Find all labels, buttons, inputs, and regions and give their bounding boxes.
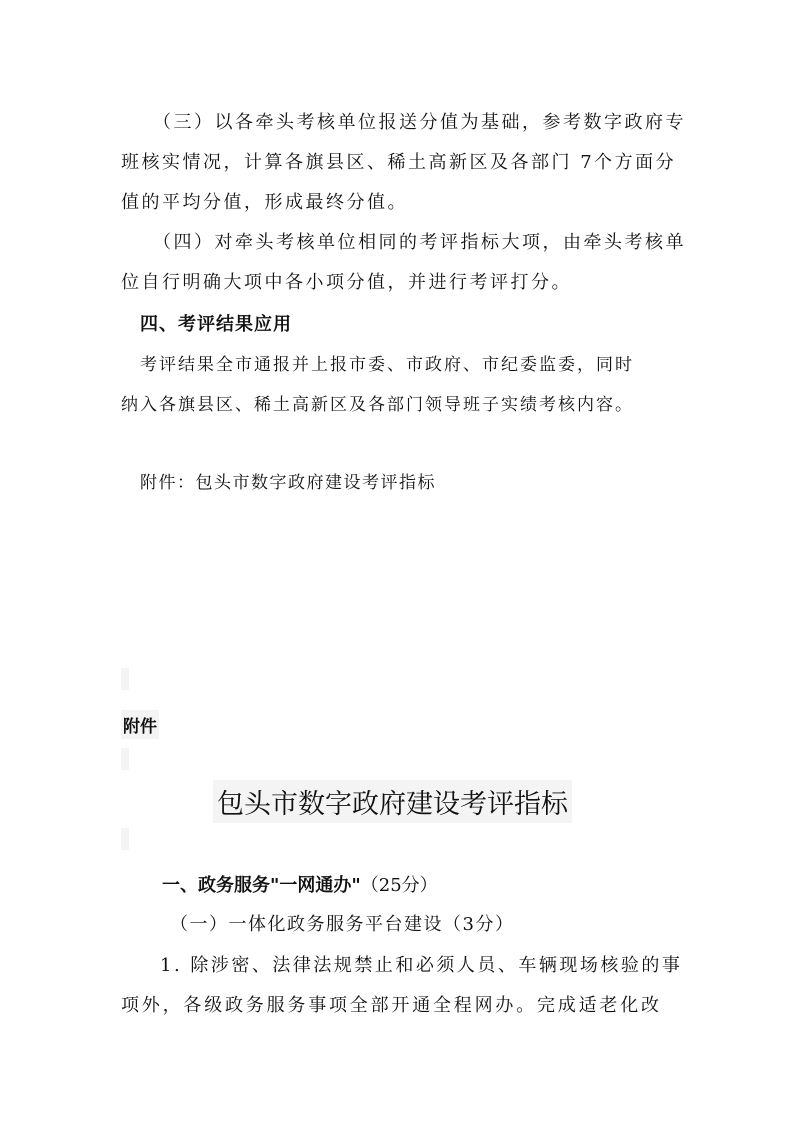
attachment-reference: 附件：包头市数字政府建设考评指标	[140, 473, 436, 493]
appendix-title: 包头市数字政府建设考评指标	[213, 780, 572, 823]
section-4-heading: 四、考评结果应用	[140, 314, 292, 335]
subsection-1-heading: （一）一体化政务服务平台建设（3分）	[170, 914, 515, 935]
paragraph-3-line-2: 班核实情况，计算各旗县区、稀土高新区及各部门 7个方面分	[121, 152, 677, 173]
paragraph-4-line-1: （四）对牵头考核单位相同的考评指标大项，由牵头考核单	[153, 232, 686, 253]
result-line-2: 纳入各旗县区、稀土高新区及各部门领导班子实绩考核内容。	[121, 395, 634, 415]
appendix-label: 附件	[121, 710, 159, 739]
section-1-heading	[162, 871, 438, 897]
paragraph-4-line-2: 位自行明确大项中各小项分值，并进行考评打分。	[121, 272, 572, 293]
section-1-score: （25分）	[360, 875, 438, 896]
paragraph-3-line-1: （三）以各牵头考核单位报送分值为基础，参考数字政府专	[153, 112, 686, 133]
empty-paragraph-marker	[121, 748, 129, 770]
empty-paragraph-marker	[121, 828, 129, 850]
item-1-line-2: 项外，各级政务服务事项全部开通全程网办。完成适老化改	[121, 995, 662, 1016]
paragraph-3-line-3: 值的平均分值，形成最终分值。	[121, 192, 408, 213]
section-1-title: 一、政务服务"一网通办"	[162, 875, 361, 896]
result-line-1: 考评结果全市通报并上报市委、市政府、市纪委监委，同时	[140, 355, 634, 375]
empty-paragraph-marker	[121, 668, 129, 690]
item-1-line-1: 1. 除涉密、法律法规禁止和必须人员、车辆现场核验的事	[160, 955, 683, 976]
